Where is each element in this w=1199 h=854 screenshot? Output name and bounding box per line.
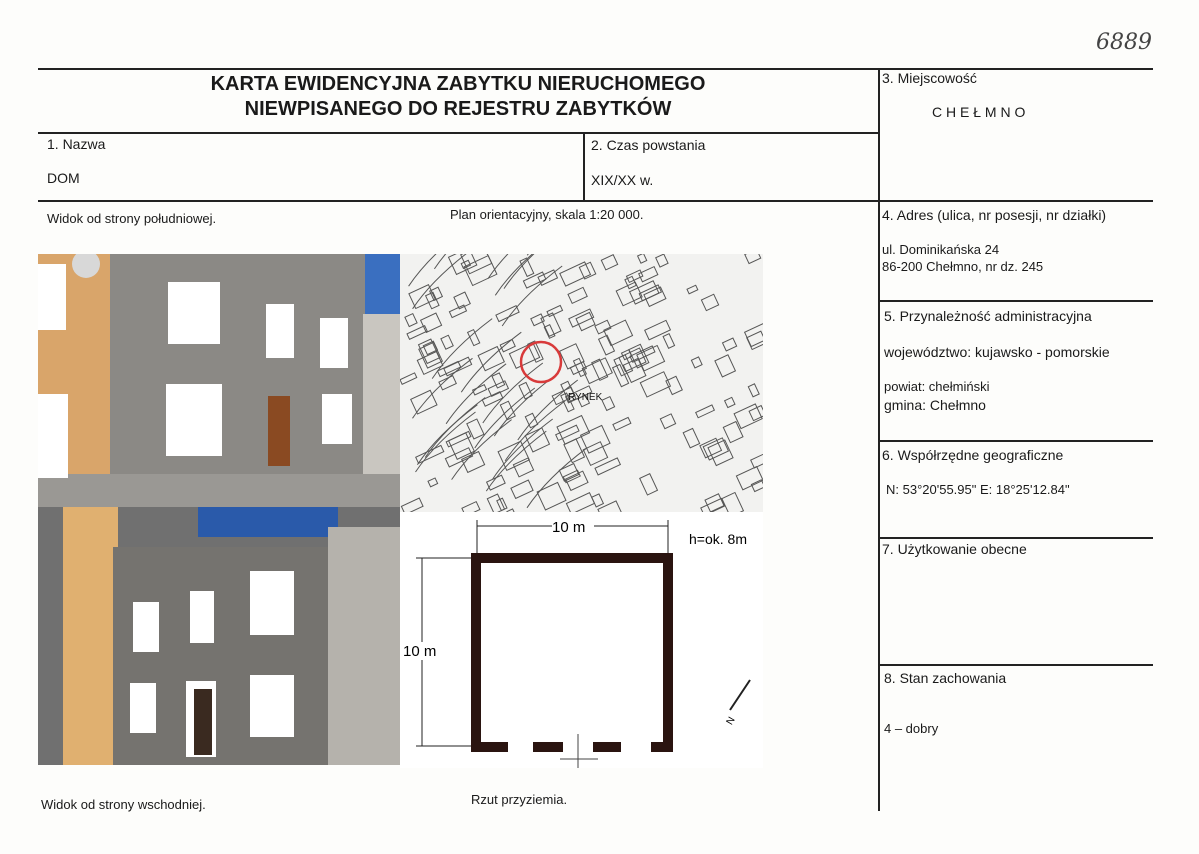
plan-caption: Rzut przyziemia. <box>471 792 568 807</box>
south-view-caption: Widok od strony południowej. <box>47 211 217 226</box>
date-label: 2. Czas powstania <box>591 137 706 153</box>
map-caption: Plan orientacyjny, skala 1:20 000. <box>450 207 644 222</box>
address-line2: 86-200 Chełmno, nr dz. 245 <box>882 259 1044 274</box>
divider <box>878 664 1153 666</box>
north-label: N <box>724 715 738 727</box>
name-value: DOM <box>47 170 80 186</box>
orientation-map <box>400 254 763 512</box>
divider <box>38 132 878 134</box>
plan-depth-label: 10 m <box>403 643 437 660</box>
divider <box>583 132 585 200</box>
page-title: KARTA EWIDENCYJNA ZABYTKU NIERUCHOMEGO <box>210 73 706 95</box>
east-view-photo <box>38 507 400 765</box>
address-label: 4. Adres (ulica, nr posesji, nr działki) <box>882 207 1107 223</box>
condition-value: 4 – dobry <box>884 721 939 736</box>
divider <box>878 440 1153 442</box>
divider <box>38 68 1153 70</box>
condition-label: 8. Stan zachowania <box>884 670 1007 686</box>
use-label: 7. Użytkowanie obecne <box>882 541 1027 557</box>
divider <box>878 537 1153 539</box>
county: powiat: chełmiński <box>884 379 990 394</box>
east-view-caption: Widok od strony wschodniej. <box>41 797 206 812</box>
date-value: XIX/XX w. <box>591 172 654 188</box>
plan-width-label: 10 m <box>552 519 586 536</box>
commune: gmina: Chełmno <box>884 397 986 413</box>
floor-plan <box>400 512 763 768</box>
coords-value: N: 53°20'55.95" E: 18°25'12.84" <box>886 482 1070 497</box>
locality-value: C H E Ł M N O <box>932 104 1026 120</box>
catalog-number: 6889 <box>1096 30 1152 55</box>
coords-label: 6. Współrzędne geograficzne <box>882 447 1064 463</box>
south-view-photo <box>38 254 400 507</box>
divider <box>38 200 1153 202</box>
address-line1: ul. Dominikańska 24 <box>882 242 1000 257</box>
voivodeship: województwo: kujawsko - pomorskie <box>884 344 1110 360</box>
plan-height-label: h=ok. 8m <box>689 531 747 547</box>
name-label: 1. Nazwa <box>47 136 106 152</box>
admin-label: 5. Przynależność administracyjna <box>884 308 1092 324</box>
page-subtitle: NIEWPISANEGO DO REJESTRU ZABYTKÓW <box>244 98 672 120</box>
map-label-rynek: RYNEK <box>568 392 603 403</box>
locality-label: 3. Miejscowość <box>882 70 977 86</box>
divider <box>878 300 1153 302</box>
